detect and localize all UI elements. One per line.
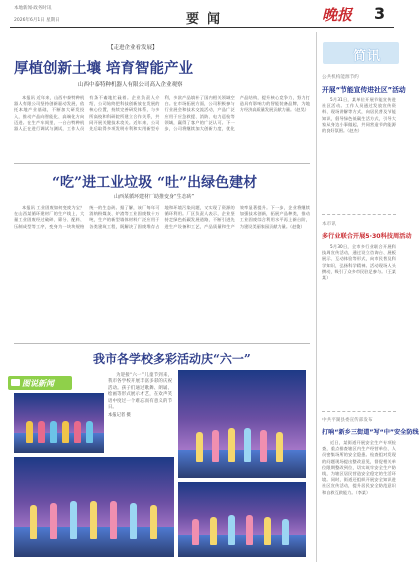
lead-headline: 厚植创新土壤 培育智能产业 xyxy=(14,60,194,77)
lead-body xyxy=(14,95,310,158)
brief-divider xyxy=(322,411,396,412)
camera-icon xyxy=(11,379,20,386)
lead-subtitle: 山西中泰特种机器人有限公司高入企业观察 xyxy=(78,82,183,88)
column-divider xyxy=(316,32,317,562)
brief2-body-text: 5月30日，全市多行业联合开展科技周宣传活动，通过设立咨询台、展板展示、互动体验等形式，向市民普及科学知识，弘扬科学精神。活动现场人头攒动，吸引了众多市民驻足参与。（王某某） xyxy=(322,244,396,281)
photo-performance-3 xyxy=(14,457,174,557)
lead-kicker: 【走进企业看发展】 xyxy=(108,45,158,51)
brief1-body xyxy=(322,97,396,205)
brief-divider xyxy=(322,214,396,215)
brief1-kicker: 公共机构能源节约 xyxy=(322,75,359,80)
divider xyxy=(14,343,310,344)
masthead xyxy=(0,0,402,28)
photo-performance-1 xyxy=(14,393,104,453)
brief3-body xyxy=(322,440,396,562)
brief1-body-text: 5月31日，某单位开展节能宣传进社区活动。工作人员通过发放宣传资料、现场讲解等方式，向居民普及节能知识，倡导绿色低碳生活方式，引导大家从身边小事做起，共同营造节约能源的良好氛围。（赵杰） xyxy=(322,97,396,134)
photo-news-label: 图说新闻 xyxy=(22,379,54,388)
brief3-kicker: 中共平湖县委宣传部发布 xyxy=(322,418,373,423)
brief-news-title: 简讯 xyxy=(353,49,382,64)
paper-name: 本地新闻·政务时讯 xyxy=(14,6,52,11)
brief1-title: 开展“节能宣传进社区”活动 xyxy=(322,86,406,94)
paper-logo: 晚报 xyxy=(322,6,353,24)
brief3-body-text: 近日，某街道开展安全生产专项检查，重点排查辖区内生产经营单位、人员密集场所的安全隐患。检查组对发现的问题现场提出整改意见，督促相关单位限期整改到位，切实筑牢安全生产防线，为辖区居民营造安全稳定的生活环境。同时，街道还组织开展安全知识进社区宣传活动，提升居民安全防范意识和自救互救能力。（李某） xyxy=(322,440,396,495)
second-subtitle: 山西某循环建材厂助推变身“生态砖” xyxy=(114,194,195,200)
brief3-title: 打响“新乡三街道”写“中”安全防线 xyxy=(322,429,419,436)
second-body xyxy=(14,205,310,355)
section-title: 要闻 xyxy=(186,12,229,27)
second-body-text: 本报讯 工业固废如何变废为宝？在山西某循环建材厂的生产线上，大量工业固废经过破碎、筛分、配料、压制成型等工序，变身为一块块规格统一的生态砖。据了解，该厂每年可消纳粉煤灰、炉渣等工业固废数十万吨，生产的新型墙体材料广泛应用于各类建筑工程，既解决了固废堆存占地和环境污染问题，又实现了资源的循环利用。厂区负责人表示，企业坚持走绿色低碳发展道路，不断引进先进生产设备和工艺，产品质量和生产效率显著提升。下一步，企业将继续加强技术创新，拓展产品种类，推动工业固废综合利用水平再上新台阶，为建设美丽家园贡献力量。（赵俊） xyxy=(14,205,310,229)
brief2-kicker: 本市讯 xyxy=(322,222,336,227)
photo-performance-4 xyxy=(178,482,306,557)
issue-date: 2026年6月1日 星期日 xyxy=(14,18,60,23)
divider xyxy=(14,163,310,164)
masthead-rule xyxy=(10,27,394,28)
lead-body-text: 本报讯 近年来，山西中泰特种机器人有限公司坚持创新驱动发展，依托本地产业基础，不断加大研发投入，推动产品向智能化、高端化方向迈进。在生产车间里，一台台特种机器人正在进行调试与测试，工作人员有条不紊地忙碌着。企业负责人介绍，公司始终把科技创新放在发展的核心位置，持续完善研发体系，与多所高校和科研院所建立合作关系，共同开展关键技术攻关。近年来，公司先后取得多项发明专利和实用新型专利，多款产品填补了国内相关领域空白。在市场拓展方面，公司积极参与行业展会和技术交流活动，产品广泛应用于应急救援、消防、电力巡检等领域，赢得了客户的广泛认可。下一步，公司将继续加大创新力度，优化产品结构，提升核心竞争力，努力打造具有影响力的智能装备品牌，为地方经济高质量发展贡献力量。（赵昊） xyxy=(14,95,310,132)
photo-news-banner xyxy=(8,376,72,390)
brief2-title: 多行业联合开展5·30科技周活动 xyxy=(322,233,412,240)
brief2-body xyxy=(322,244,396,408)
photo-headline: 我市各学校多彩活动庆“六一” xyxy=(93,352,251,366)
photo-credit: 本报记者 摄 xyxy=(108,413,131,419)
brief-news-header xyxy=(323,42,399,64)
photo-performance-2 xyxy=(178,370,306,478)
photo-caption-text: 为迎接“六一”儿童节到来，我市各学校开展丰富多彩的庆祝活动。孩子们通过歌舞、朗诵、绘画等形式展示才艺，在欢声笑语中度过一个难忘而有意义的节日。 xyxy=(108,373,172,411)
page-number: 3 xyxy=(374,4,386,23)
second-headline: “吃”进工业垃圾 “吐”出绿色建材 xyxy=(52,175,258,191)
